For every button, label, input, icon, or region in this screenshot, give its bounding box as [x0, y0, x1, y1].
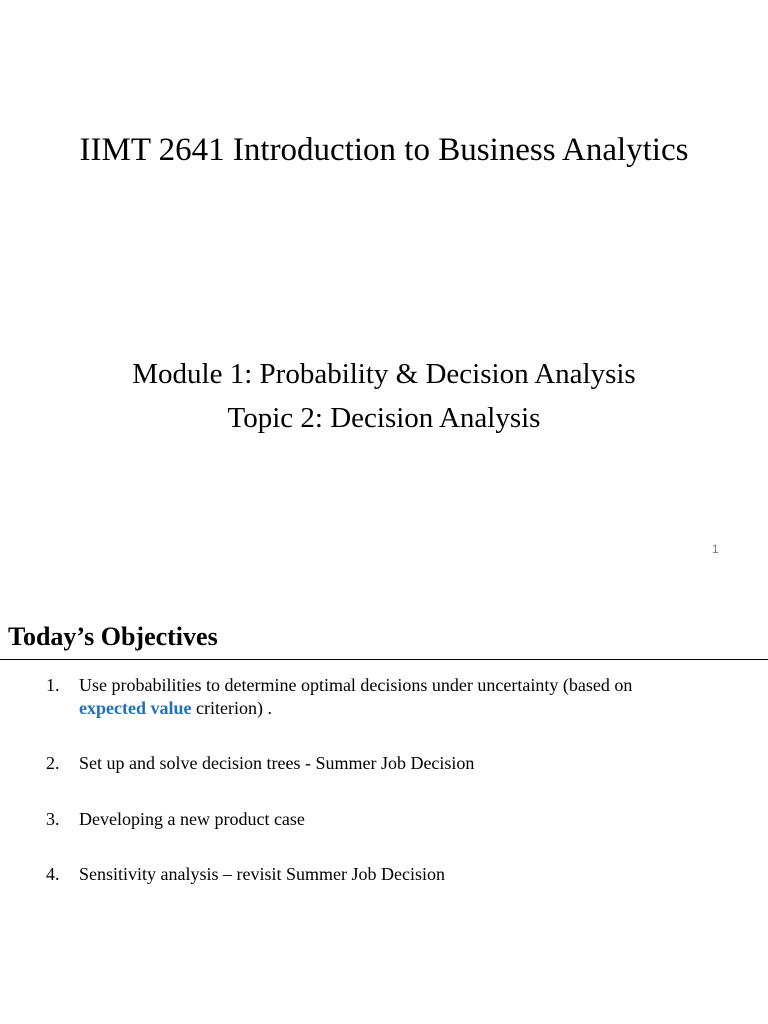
objectives-slide [0, 576, 768, 1024]
objective-item-2 [0, 752, 768, 775]
heading-divider [0, 659, 768, 660]
objectives-heading: Today’s Objectives [8, 622, 218, 651]
objective-text: Developing a new product case [79, 809, 305, 829]
objective-number: 3. [46, 809, 60, 829]
expected-value-highlight: expected value [79, 698, 192, 718]
objective-number: 1. [46, 675, 60, 695]
slide-page-number: 1 [712, 542, 719, 556]
course-title: IIMT 2641 Introduction to Business Analytics [79, 132, 689, 168]
module-subtitle: Module 1: Probability & Decision Analysis [132, 358, 636, 390]
objective-number: 4. [46, 864, 60, 884]
objective-item-3 [0, 808, 768, 831]
objective-item-1 [0, 674, 768, 720]
topic-subtitle: Topic 2: Decision Analysis [227, 402, 541, 434]
objective-item-4 [0, 863, 768, 886]
objective-text-line1: Use probabilities to determine optimal decisions under uncertainty (based on [79, 675, 633, 695]
objective-text-line2: criterion) . [191, 698, 272, 718]
objective-text: Set up and solve decision trees - Summer Job Decision [79, 753, 475, 773]
objective-number: 2. [46, 753, 60, 773]
objective-text: Sensitivity analysis – revisit Summer Job Decision [79, 864, 445, 884]
objective-text [79, 674, 719, 720]
